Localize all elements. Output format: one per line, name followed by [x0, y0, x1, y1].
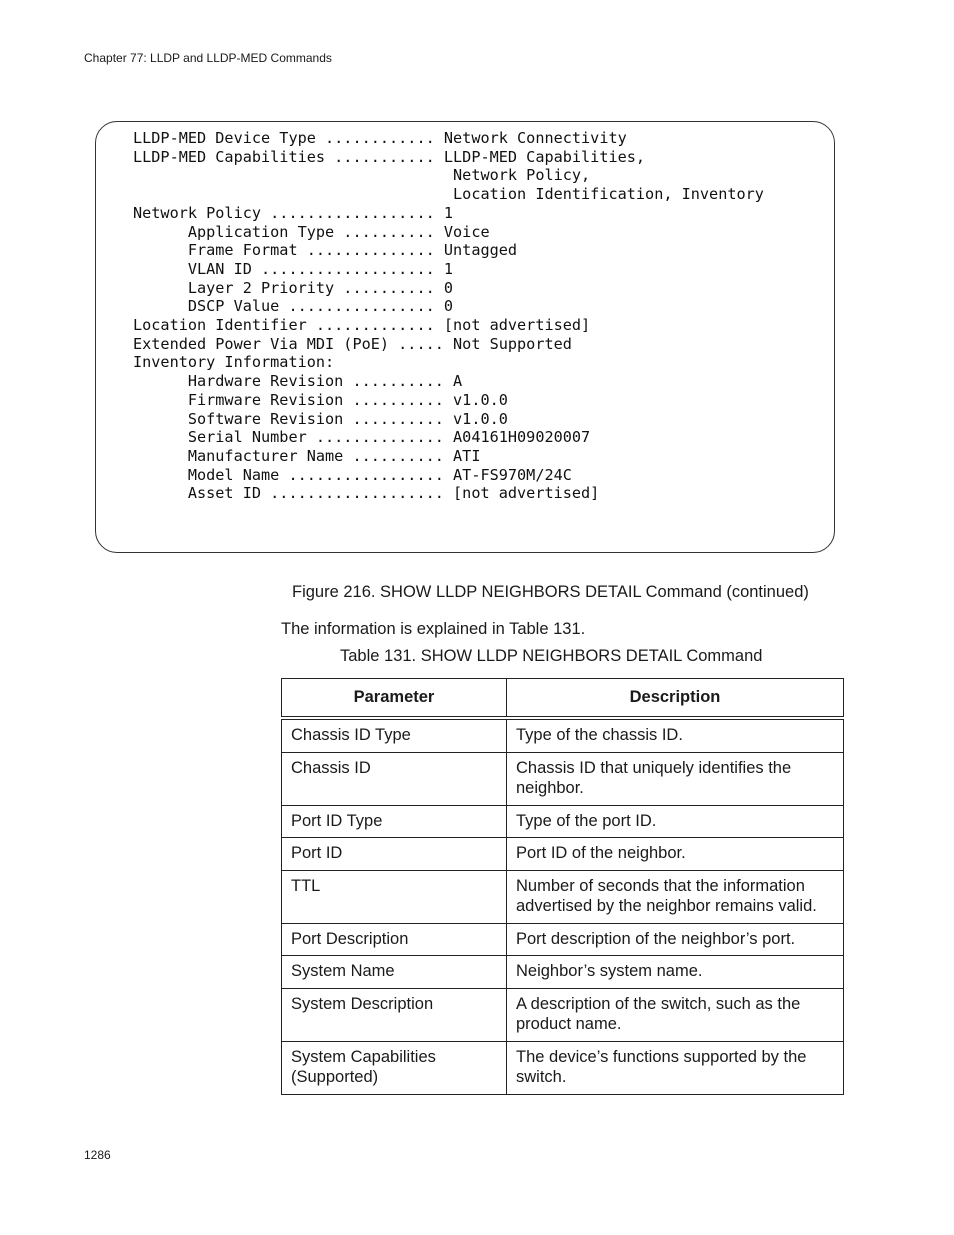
code-line: Application Type .......... Voice	[133, 222, 490, 241]
description-cell: A description of the switch, such as the product name.	[507, 988, 844, 1041]
table-row	[282, 988, 844, 1041]
code-line: Network Policy .................. 1	[133, 203, 454, 222]
description-cell: Chassis ID that uniquely identifies the neighbor.	[507, 752, 844, 805]
page-number: 1286	[84, 1148, 111, 1162]
table-caption: Table 131. SHOW LLDP NEIGHBORS DETAIL Command	[340, 647, 763, 665]
header-parameter: Parameter	[282, 679, 507, 719]
code-line: Model Name ................. AT-FS970M/24C	[133, 465, 572, 484]
description-cell: Type of the chassis ID.	[507, 718, 844, 752]
code-line: VLAN ID ................... 1	[133, 259, 454, 278]
code-line: Network Policy,	[133, 166, 591, 185]
table-header-row	[282, 679, 844, 719]
code-line: Extended Power Via MDI (PoE) ..... Not Supported	[133, 334, 572, 353]
code-line: LLDP-MED Device Type ............ Network Connectivity	[133, 129, 627, 147]
code-line: Software Revision .......... v1.0.0	[133, 409, 508, 428]
table-row	[282, 956, 844, 989]
code-line: Frame Format .............. Untagged	[133, 241, 518, 260]
code-line: Location Identifier ............. [not advertised]	[133, 316, 591, 335]
parameter-cell: TTL	[282, 870, 507, 923]
code-line: DSCP Value ................ 0	[133, 297, 454, 316]
description-cell: Type of the port ID.	[507, 805, 844, 838]
parameter-cell: System Description	[282, 988, 507, 1041]
code-line: Serial Number .............. A04161H09020007	[133, 428, 591, 447]
parameter-cell: System Name	[282, 956, 507, 989]
header-description: Description	[507, 679, 844, 719]
parameters-table	[281, 678, 844, 1095]
parameter-cell: Chassis ID	[282, 752, 507, 805]
description-cell: Neighbor’s system name.	[507, 956, 844, 989]
code-line: Location Identification, Inventory	[133, 185, 764, 204]
table-row	[282, 870, 844, 923]
parameter-cell: Port ID Type	[282, 805, 507, 838]
parameter-cell: System Capabilities (Supported)	[282, 1041, 507, 1094]
table-row	[282, 838, 844, 871]
table-row	[282, 1041, 844, 1094]
parameter-cell: Port Description	[282, 923, 507, 956]
description-cell: Number of seconds that the information advertised by the neighbor remains valid.	[507, 870, 844, 923]
description-cell: Port ID of the neighbor.	[507, 838, 844, 871]
chapter-header: Chapter 77: LLDP and LLDP-MED Commands	[84, 51, 332, 65]
description-cell: Port description of the neighbor’s port.	[507, 923, 844, 956]
parameter-cell: Port ID	[282, 838, 507, 871]
code-line: Inventory Information:	[133, 353, 335, 372]
parameter-cell: Chassis ID Type	[282, 718, 507, 752]
code-line: Manufacturer Name .......... ATI	[133, 446, 481, 465]
figure-caption: Figure 216. SHOW LLDP NEIGHBORS DETAIL Command (continued)	[292, 583, 809, 601]
table-row	[282, 923, 844, 956]
code-line: LLDP-MED Capabilities ........... LLDP-MED Capabilities,	[133, 147, 646, 166]
code-line: Hardware Revision .......... A	[133, 372, 463, 391]
code-line: Asset ID ................... [not advertised]	[133, 484, 600, 503]
code-line: Firmware Revision .......... v1.0.0	[133, 390, 508, 409]
description-cell: The device’s functions supported by the switch.	[507, 1041, 844, 1094]
table-row	[282, 718, 844, 752]
table-row	[282, 752, 844, 805]
code-line: Layer 2 Priority .......... 0	[133, 278, 454, 297]
intro-text: The information is explained in Table 131.	[281, 620, 586, 638]
table-row	[282, 805, 844, 838]
command-output	[133, 129, 764, 503]
